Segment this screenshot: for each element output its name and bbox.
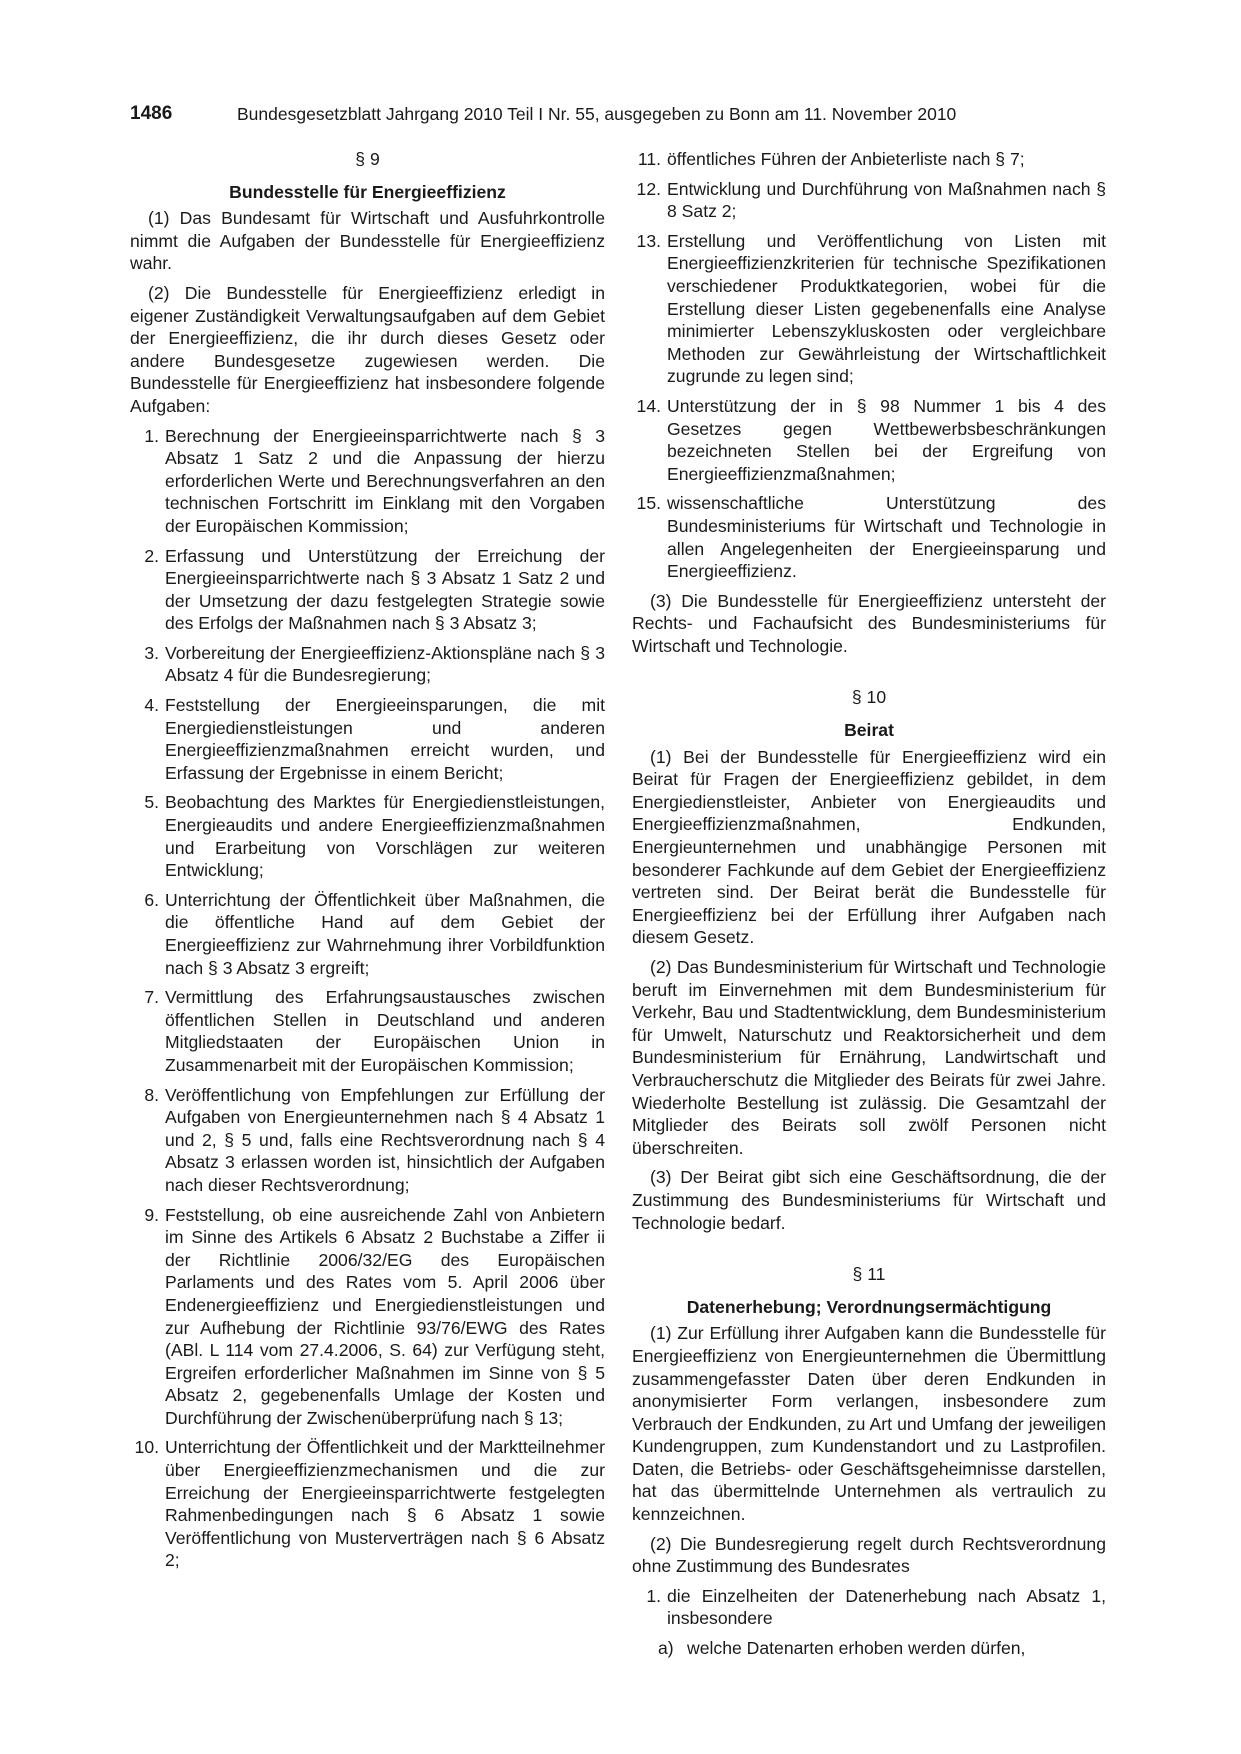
list-item xyxy=(632,148,1106,171)
list-item xyxy=(130,986,605,1076)
gazette-title: Bundesgesetzblatt Jahrgang 2010 Teil I Nr. 55, ausgegeben zu Bonn am 11. November 2010 xyxy=(237,104,957,124)
list-item-number: 11. xyxy=(637,149,661,169)
list-item xyxy=(632,395,1106,485)
list-item-number: 7. xyxy=(144,987,159,1008)
list-item-text: Vorbereitung der Energieeffizienz-Aktionspläne nach § 3 Absatz 4 für die Bundesregierung; xyxy=(165,642,605,686)
section-9-paragraph-2: (2) Die Bundesstelle für Energieeffizienz erledigt in eigener Zuständigkeit Verwaltungsaufgaben auf dem Gebiet der Energieeffizienz, die ihr durch dieses Gesetz oder andere Bundesgesetze zugewiesen werden. Die Bundesstelle für Energieeffizienz hat insbesondere folgende Aufgaben: xyxy=(130,282,605,416)
list-item-number: 6. xyxy=(144,889,159,910)
list-item xyxy=(130,1436,605,1572)
list-item xyxy=(632,230,1106,388)
list-item-text: Feststellung, ob eine ausreichende Zahl von Anbietern im Sinne des Artikels 6 Absatz 2 Buchstabe a Ziffer ii der Richtlinie 2006/32/EG des Europäischen Parlaments und des Rates vom 5. April 2006 über Endenergieeffizienz und Energiedienstleistungen und zur Aufhebung der Richtlinie 93/76/EWG des Rates (ABl. L 114 vom 27.4.2006, S. 64) zur Verfügung steht, Ergreifen erforderlicher Maßnahmen im Sinne von § 5 Absatz 2, gegebenenfalls Umlage der Kosten und Durchführung der Zwischenüberprüfung nach § 13; xyxy=(165,1204,605,1428)
section-9-paragraph-3: (3) Die Bundesstelle für Energieeffizienz untersteht der Rechts- und Fachaufsicht des Bundesministeriums für Wirtschaft und Technologie. xyxy=(632,590,1106,656)
list-item-number: 1. xyxy=(646,1585,661,1606)
right-column xyxy=(632,148,1106,1667)
list-item-text: die Einzelheiten der Datenerhebung nach Absatz 1, insbesondere xyxy=(667,1585,1106,1629)
list-item-text: Vermittlung des Erfahrungsaustausches zwischen öffentlichen Stellen in Deutschland und anderen Mitgliedstaaten der Europäischen Union in Zusammenarbeit mit der Europäischen Kommission; xyxy=(165,987,605,1075)
section-9-task-list-continued xyxy=(632,148,1106,583)
list-item-number: 15. xyxy=(636,493,661,514)
sub-list-item-text: welche Datenarten erhoben werden dürfen, xyxy=(687,1638,1026,1659)
section-10-number: § 10 xyxy=(851,687,887,708)
section-9-task-list xyxy=(130,425,605,1573)
list-item-number: 4. xyxy=(144,695,159,716)
list-item xyxy=(130,694,605,784)
section-11-title: Datenerhebung; Verordnungsermächtigung xyxy=(686,1296,1052,1317)
list-item xyxy=(632,492,1106,582)
section-11-list xyxy=(632,1585,1106,1660)
list-item xyxy=(130,545,605,635)
list-item-text: wissenschaftliche Unterstützung des Bundesministeriums für Wirtschaft und Technologie in allen Angelegenheiten der Energieeinsparung und Energieeffizienz. xyxy=(667,493,1106,582)
page-number: 1486 xyxy=(130,103,173,124)
section-11-paragraph-1: (1) Zur Erfüllung ihrer Aufgaben kann die Bundesstelle für Energieeffizienz von Energieunternehmen die Übermittlung zusammengefasster Daten über deren Endkunden in anonymisierter Form verlangen, insbesondere zum Verbrauch der Endkunden, zu Art und Umfang der jeweiligen Kundengruppen, zum Kundenstandort und zu Lastprofilen. Daten, die Betriebs- oder Geschäftsgeheimnisse darstellen, hat das übermittelnde Unternehmen als vertraulich zu kennzeichnen. xyxy=(632,1323,1106,1525)
list-item-number: 14. xyxy=(636,395,661,416)
list-item-text: Beobachtung des Marktes für Energiedienstleistungen, Energieaudits und andere Energieeffizienzmaßnahmen und Erarbeitung von Vorschlägen zur weiteren Entwicklung; xyxy=(165,792,605,881)
list-item-text: Veröffentlichung von Empfehlungen zur Erfüllung der Aufgaben von Energieunternehmen nach § 4 Absatz 1 und 2, § 5 und, falls eine Rechtsverordnung nach § 4 Absatz 3 erlassen worden ist, hinsichtlich der Aufgaben nach dieser Rechtsverordnung; xyxy=(165,1084,605,1195)
list-item-number: 13. xyxy=(636,230,661,251)
section-10-title: Beirat xyxy=(844,720,894,741)
list-item-number: 12. xyxy=(636,178,661,199)
sub-list-item xyxy=(632,1637,1106,1660)
page-header xyxy=(130,101,1120,127)
list-item-text: Erfassung und Unterstützung der Erreichung der Energieeinsparrichtwerte nach § 3 Absatz 1 Satz 2 und der Umsetzung der dazu festgelegten Strategie sowie des Erfolgs der Maßnahmen nach § 3 Absatz 3; xyxy=(165,545,605,634)
list-item-text: Unterrichtung der Öffentlichkeit und der Marktteilnehmer über Energieeffizienzmechanismen und die zur Erreichung der Energieeinsparrichtwerte festgelegten Rahmenbedingungen nach § 6 Absatz 1 sowie Veröffentlichung von Musterverträgen nach § 6 Absatz 2; xyxy=(165,1437,605,1571)
list-item-number: 10. xyxy=(134,1437,159,1458)
list-item xyxy=(130,1084,605,1197)
list-item-text: Feststellung der Energieeinsparungen, die mit Energiedienstleistungen und anderen Energieeffizienzmaßnahmen erreicht wurden, und Erfassung der Ergebnisse in einem Bericht; xyxy=(165,695,605,783)
section-spacer xyxy=(632,664,1106,686)
list-item-number: 3. xyxy=(144,642,159,663)
section-10-paragraph-2: (2) Das Bundesministerium für Wirtschaft und Technologie beruft im Einvernehmen mit dem Bundesministerium für Verkehr, Bau und Stadtentwicklung, dem Bundesministerium für Umwelt, Naturschutz und Reaktorsicherheit und dem Bundesministerium für Ernährung, Landwirtschaft und Verbraucherschutz die Mitglieder des Beirats für zwei Jahre. Wiederholte Bestellung ist zulässig. Die Gesamtzahl der Mitglieder des Beirats soll zwölf Personen nicht überschreiten. xyxy=(632,957,1106,1158)
list-item-number: 9. xyxy=(144,1204,159,1225)
list-item-text: öffentliches Führen der Anbieterliste nach § 7; xyxy=(667,149,1025,169)
list-item-text: Entwicklung und Durchführung von Maßnahmen nach § 8 Satz 2; xyxy=(667,178,1106,222)
list-item xyxy=(130,642,605,687)
section-11-number: § 11 xyxy=(852,1264,886,1285)
list-item xyxy=(130,889,605,979)
section-9-title: Bundesstelle für Energieeffizienz xyxy=(229,181,506,202)
list-item xyxy=(130,1204,605,1430)
list-item-number: 1. xyxy=(144,425,159,446)
list-item-number: 5. xyxy=(144,792,159,813)
section-10-paragraph-3: (3) Der Beirat gibt sich eine Geschäftsordnung, die der Zustimmung des Bundesministeriums für Wirtschaft und Technologie bedarf. xyxy=(632,1167,1106,1233)
left-column xyxy=(130,148,605,1579)
list-item-text: Berechnung der Energieeinsparrichtwerte nach § 3 Absatz 1 Satz 2 und die Anpassung der hierzu erforderlichen Werte und Berechnungsverfahren an den technischen Fortschritt im Einklang mit den Vorgaben der Europäischen Kommission; xyxy=(165,425,605,536)
list-item-text: Unterrichtung der Öffentlichkeit über Maßnahmen, die die öffentliche Hand auf dem Gebiet der Energieeffizienz zur Wahrnehmung ihrer Vorbildfunktion nach § 3 Absatz 3 ergreift; xyxy=(165,889,605,978)
list-item xyxy=(130,791,605,881)
section-9-number: § 9 xyxy=(355,149,380,169)
list-item xyxy=(632,178,1106,223)
list-item-number: 2. xyxy=(144,545,159,566)
section-11-paragraph-2: (2) Die Bundesregierung regelt durch Rechtsverordnung ohne Zustimmung des Bundesrates xyxy=(632,1533,1106,1577)
sub-list-item-letter: a) xyxy=(658,1638,674,1659)
section-9-paragraph-1: (1) Das Bundesamt für Wirtschaft und Ausfuhrkontrolle nimmt die Aufgaben der Bundesstelle für Energieeffizienz wahr. xyxy=(130,208,605,274)
list-item-text: Erstellung und Veröffentlichung von Listen mit Energieeffizienzkriterien für technische Spezifikationen verschiedener Produktkategorien, wobei für die Erstellung dieser Listen gegebenenfalls eine Analyse minimierter Lebenszykluskosten oder vergleichbare Methoden zur Gewährleistung der Wirtschaftlichkeit zugrunde zu legen sind; xyxy=(667,230,1106,387)
list-item-number: 8. xyxy=(144,1084,159,1105)
section-10-paragraph-1: (1) Bei der Bundesstelle für Energieeffizienz wird ein Beirat für Fragen der Energieeffizienz gebildet, in dem Energiedienstleister, Anbieter von Energieaudits und Energieeffizienzmaßnahmen, Endkunden, Energieunternehmen und unabhängige Personen mit besonderer Fachkunde auf dem Gebiet der Energieeffizienz vertreten sind. Der Beirat berät die Bundesstelle für Energieeffizienz bei der Erfüllung ihrer Aufgaben nach diesem Gesetz. xyxy=(632,746,1106,948)
list-item xyxy=(130,425,605,538)
list-item xyxy=(632,1585,1106,1630)
section-spacer xyxy=(632,1241,1106,1263)
list-item-text: Unterstützung der in § 98 Nummer 1 bis 4 des Gesetzes gegen Wettbewerbsbeschränkungen bezeichneten Stellen bei der Ergreifung von Energieeffizienzmaßnahmen; xyxy=(667,395,1106,484)
